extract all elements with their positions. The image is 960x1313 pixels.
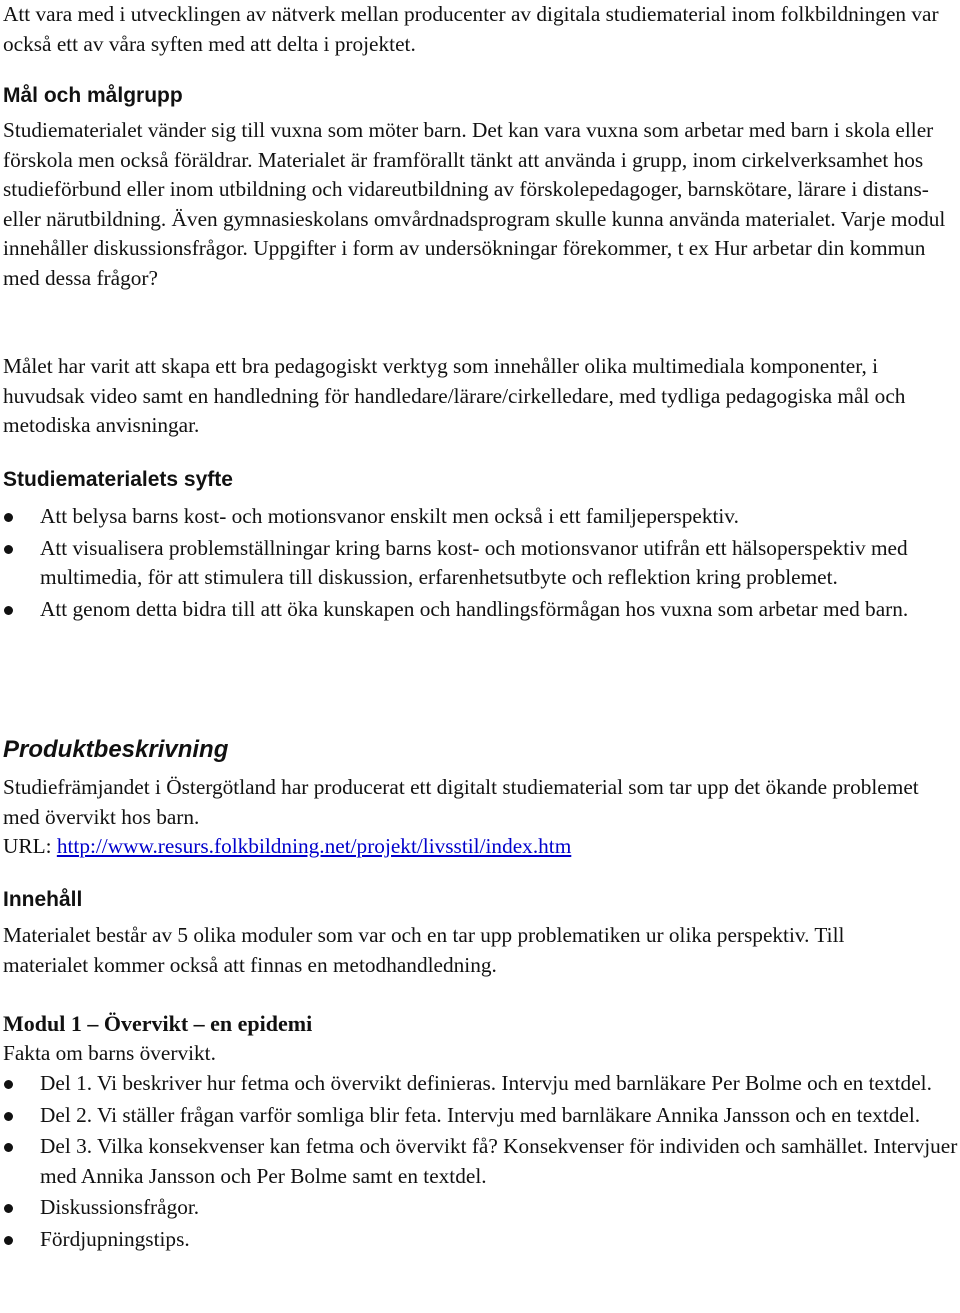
produkt-paragraph: Studiefrämjandet i Östergötland har producerat ett digitalt studiematerial som tar upp det ökande problemet med övervikt hos barn. xyxy=(3,775,919,829)
list-item: Del 2. Vi ställer frågan varför somliga blir feta. Intervju med barnläkare Annika Jansson och en textdel. xyxy=(0,1101,958,1131)
modul1-list xyxy=(0,1069,958,1254)
bullet-icon xyxy=(4,513,13,522)
bullet-icon xyxy=(4,1143,13,1152)
url-label: URL: xyxy=(3,834,57,858)
intro-paragraph: Att vara med i utvecklingen av nätverk mellan producenter av digitala studiematerial inom folkbildningen var också ett av våra syften med att delta i projektet. xyxy=(3,2,939,56)
list-item: Diskussionsfrågor. xyxy=(0,1193,958,1223)
section-heading-syfte: Studiematerialets syfte xyxy=(3,468,233,491)
module-heading: Modul 1 – Övervikt – en epidemi xyxy=(3,1011,313,1036)
produkt-url-line xyxy=(0,832,930,862)
bullet-icon xyxy=(4,545,13,554)
bullet-icon xyxy=(4,1080,13,1089)
bullet-icon xyxy=(4,1204,13,1213)
module-subtitle: Fakta om barns övervikt. xyxy=(3,1040,216,1065)
bullet-icon xyxy=(4,1236,13,1245)
list-item: Att visualisera problemställningar kring barns kost- och motionsvanor utifrån ett hälsoperspektiv med multimedia, för att stimulera till diskussion, erfarenhetsutbyte och reflektion kring problemet. xyxy=(0,534,945,593)
innehall-paragraph: Materialet består av 5 olika moduler som var och en tar upp problematiken ur olika perspektiv. Till materialet kommer också att finnas en metodhandledning. xyxy=(3,923,845,977)
list-item: Del 3. Vilka konsekvenser kan fetma och övervikt få? Konsekvenser för individen och samhället. Intervjuer med Annika Jansson och Per Bolme samt en textdel. xyxy=(0,1132,958,1191)
bullet-icon xyxy=(4,1112,13,1121)
mal-paragraph-1: Studiematerialet vänder sig till vuxna som möter barn. Det kan vara vuxna som arbetar med barn i skola eller förskola men också föräldrar. Materialet är framförallt tänkt att använda i grupp, inom cirkelverksamhet hos studieförbund eller inom utbildning och vidareutbildning av förskolepedagoger, barnskötare, lärare i distans- eller närutbildning. Även gymnasieskolans omvårdnadsprogram skulle kunna använda materialet. Varje modul innehåller diskussionsfrågor. Uppgifter i form av undersökningar förekommer, t ex Hur arbetar din kommun med dessa frågor? xyxy=(3,118,946,290)
list-item: Fördjupningstips. xyxy=(0,1225,958,1255)
bullet-icon xyxy=(4,606,13,615)
section-heading-produkt: Produktbeskrivning xyxy=(3,736,229,763)
project-url-link[interactable]: http://www.resurs.folkbildning.net/projekt/livsstil/index.htm xyxy=(56,834,572,858)
section-heading-mal: Mål och målgrupp xyxy=(3,84,183,107)
mal-paragraph-2: Målet har varit att skapa ett bra pedagogiskt verktyg som innehåller olika multimediala komponenter, i huvudsak video samt en handledning för handledare/lärare/cirkelledare, med tydliga pedagogiska mål och metodiska anvisningar. xyxy=(3,354,906,437)
list-item: Att belysa barns kost- och motionsvanor enskilt men också i ett familjeperspektiv. xyxy=(0,502,945,532)
list-item: Del 1. Vi beskriver hur fetma och övervikt definieras. Intervju med barnläkare Per Bolme och en textdel. xyxy=(0,1069,958,1099)
list-item: Att genom detta bidra till att öka kunskapen och handlingsförmågan hos vuxna som arbetar med barn. xyxy=(0,595,945,625)
section-heading-innehall: Innehåll xyxy=(3,888,83,911)
syfte-list xyxy=(0,502,945,624)
